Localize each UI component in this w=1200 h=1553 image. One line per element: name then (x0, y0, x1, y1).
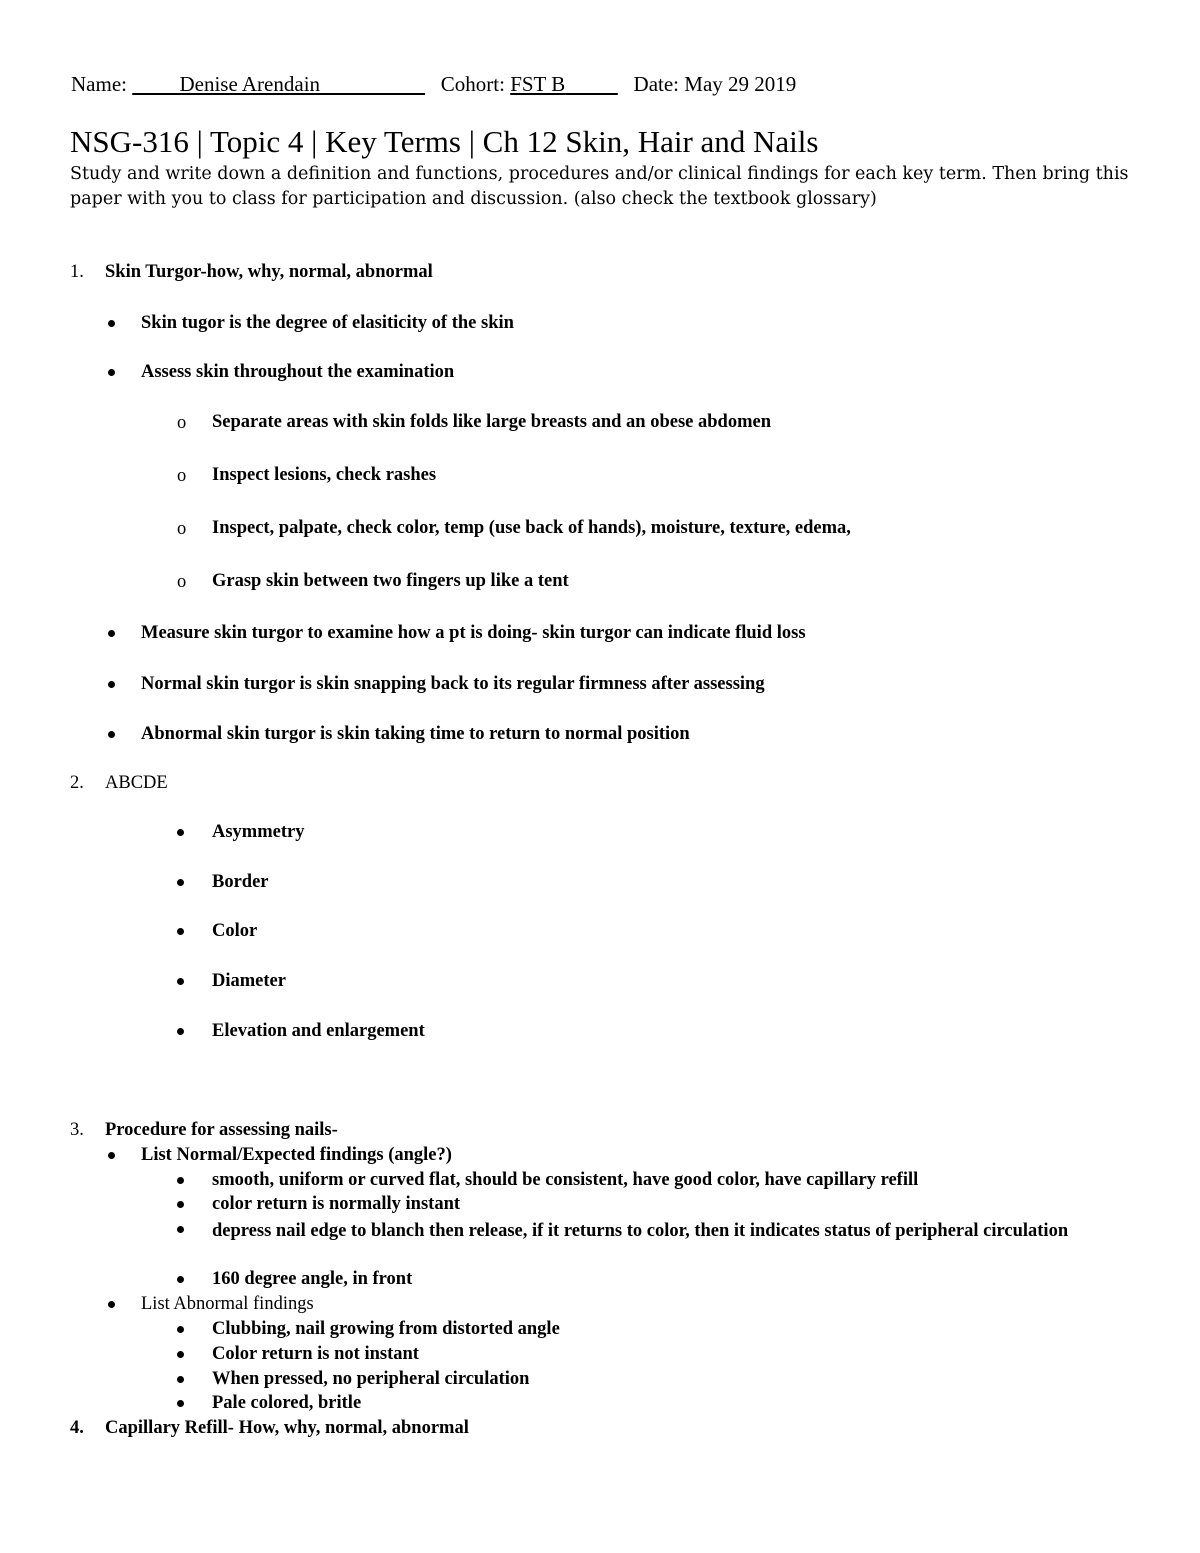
list-item: Grasp skin between two fingers up like a tent (212, 571, 569, 591)
list-item: List Normal/Expected findings (angle?) (141, 1145, 452, 1165)
bullet-icon (177, 1028, 184, 1035)
list-item: Color (212, 921, 258, 941)
list-item: 160 degree angle, in front (212, 1269, 413, 1289)
bullet-icon (177, 1226, 184, 1233)
list-item: When pressed, no peripheral circulation (212, 1369, 530, 1389)
section-heading: Procedure for assessing nails- (105, 1120, 338, 1140)
section-number: 4. (70, 1418, 84, 1438)
list-item: depress nail edge to blanch then release, if it returns to color, then it indicates status of peripheral circulation (212, 1221, 1069, 1241)
list-item: List Abnormal findings (141, 1294, 314, 1314)
section-number: 3. (70, 1120, 84, 1140)
circle-bullet-icon: o (177, 413, 187, 433)
bullet-icon (177, 1326, 184, 1333)
list-item: Normal skin turgor is skin snapping back to its regular firmness after assessing (141, 674, 765, 694)
section-number: 2. (70, 773, 84, 793)
bullet-icon (108, 681, 115, 688)
bullet-icon (177, 1276, 184, 1283)
bullet-icon (177, 1177, 184, 1184)
circle-bullet-icon: o (177, 572, 187, 592)
section-number: 1. (70, 262, 84, 282)
bullet-icon (177, 1201, 184, 1208)
list-item: smooth, uniform or curved flat, should be consistent, have good color, have capillary refill (212, 1170, 919, 1190)
list-item: Inspect, palpate, check color, temp (use back of hands), moisture, texture, edema, (212, 518, 851, 538)
bullet-icon (177, 978, 184, 985)
list-item: Measure skin turgor to examine how a pt is doing- skin turgor can indicate fluid loss (141, 623, 806, 643)
list-item: Asymmetry (212, 822, 305, 842)
circle-bullet-icon: o (177, 466, 187, 486)
bullet-icon (108, 369, 115, 376)
circle-bullet-icon: o (177, 519, 187, 539)
bullet-icon (177, 928, 184, 935)
bullet-icon (108, 731, 115, 738)
cohort-label: Cohort: (440, 72, 505, 96)
bullet-icon (108, 320, 115, 327)
list-item: Separate areas with skin folds like large breasts and an obese abdomen (212, 412, 771, 432)
list-item: Color return is not instant (212, 1344, 419, 1364)
list-item: Pale colored, britle (212, 1393, 362, 1413)
bullet-icon (177, 1400, 184, 1407)
bullet-icon (177, 1351, 184, 1358)
section-heading: Skin Turgor-how, why, normal, abnormal (105, 262, 433, 282)
list-item: Inspect lesions, check rashes (212, 465, 437, 485)
header-line (71, 72, 796, 97)
section-heading: Capillary Refill- How, why, normal, abnormal (105, 1418, 469, 1438)
instructions-text: Study and write down a definition and functions, procedures and/or clinical findings for each key term. Then bring this paper with you to class for participation and discussion. (also check the textbook glossary) (70, 164, 1129, 209)
section-heading: ABCDE (105, 773, 168, 793)
bullet-icon (177, 1376, 184, 1383)
name-value: Denise Arendain (179, 72, 321, 96)
bullet-icon (177, 829, 184, 836)
list-item: Skin tugor is the degree of elasiticity of the skin (141, 313, 514, 333)
list-item: Elevation and enlargement (212, 1021, 425, 1041)
list-item: Diameter (212, 971, 286, 991)
list-item: Assess skin throughout the examination (141, 362, 455, 382)
cohort-value: FST B (510, 72, 566, 96)
bullet-icon (108, 1152, 115, 1159)
date-value: May 29 2019 (684, 72, 797, 96)
list-item: Clubbing, nail growing from distorted angle (212, 1319, 560, 1339)
page-title: NSG-316 | Topic 4 | Key Terms | Ch 12 Skin, Hair and Nails (70, 124, 819, 159)
list-item: Abnormal skin turgor is skin taking time to return to normal position (141, 724, 690, 744)
bullet-icon (108, 630, 115, 637)
list-item: color return is normally instant (212, 1194, 461, 1214)
bullet-icon (177, 879, 184, 886)
list-item: Border (212, 872, 269, 892)
name-label: Name: (71, 72, 127, 96)
bullet-icon (108, 1301, 115, 1308)
date-label: Date: (633, 72, 680, 96)
